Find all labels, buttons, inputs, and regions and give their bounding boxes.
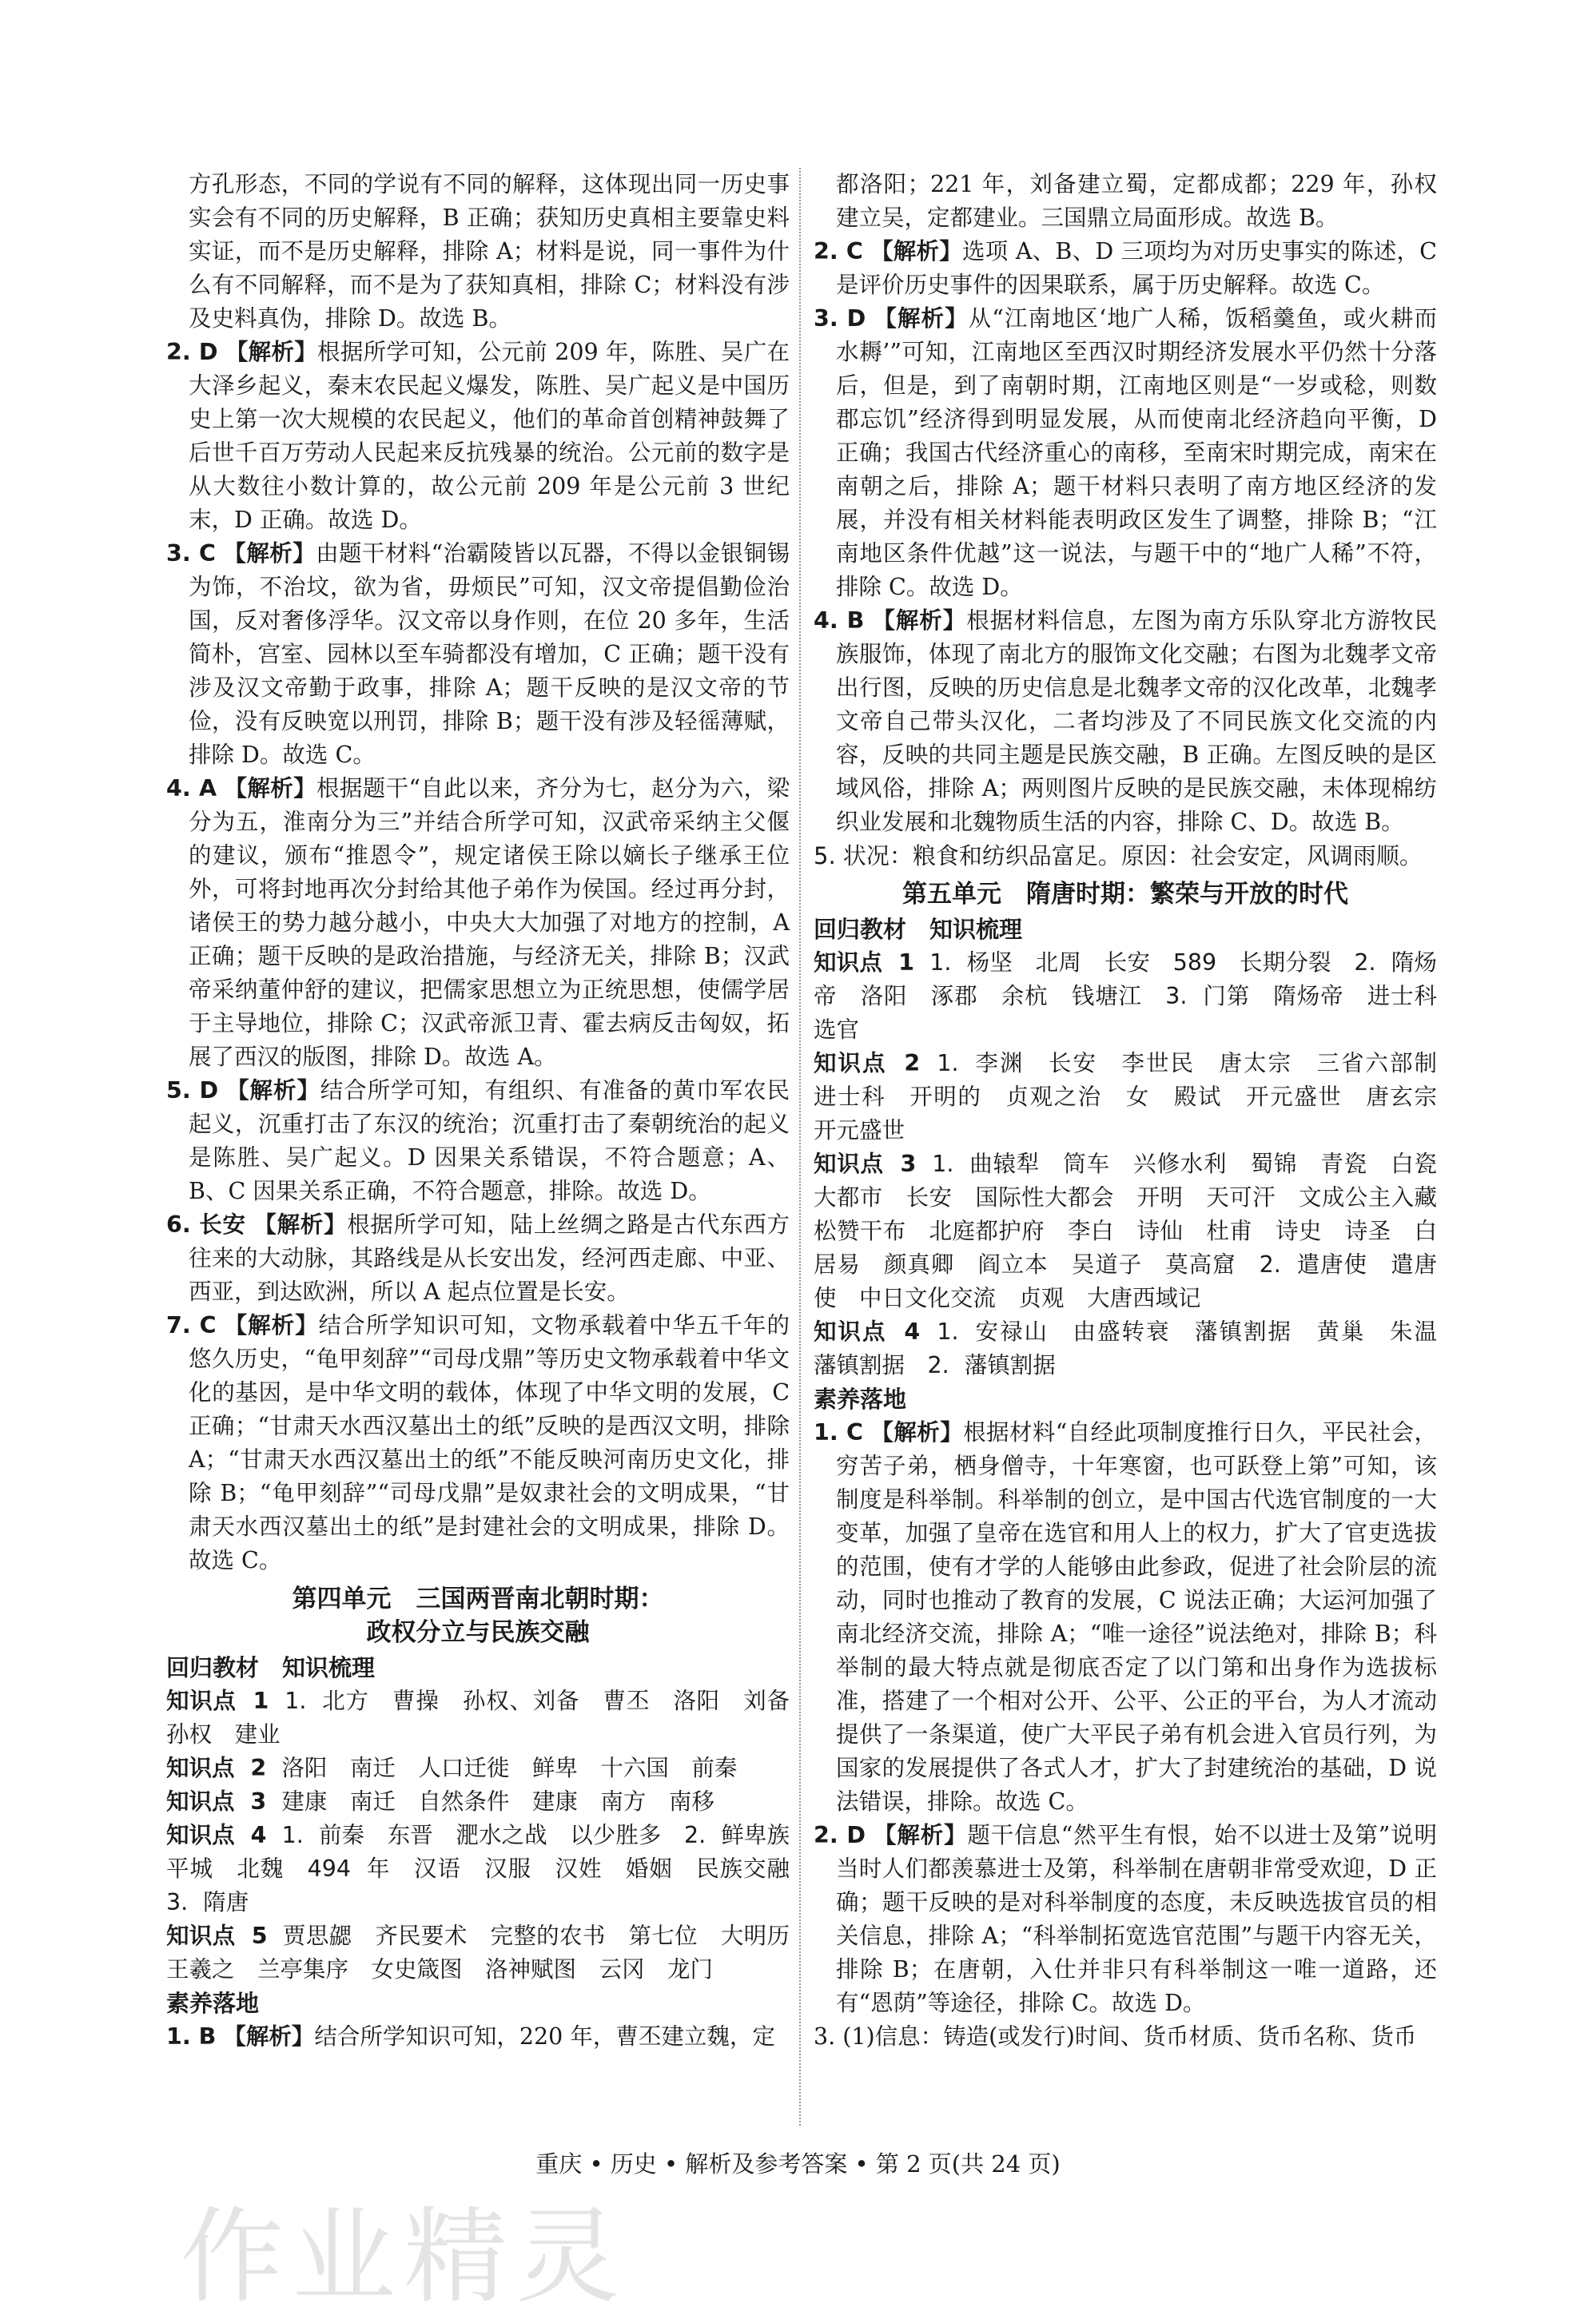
answer-number: 1. C [814, 1419, 863, 1446]
analysis-tag: 【解析】 [870, 238, 963, 265]
answer-item-3 [166, 537, 790, 772]
review-heading: 回归教材 知识梳理 [814, 916, 1023, 943]
answer-number: 4. B [814, 607, 865, 634]
literacy-item-3: 3. (1)信息：铸造(或发行)时间、货币材质、货币名称、货币 [814, 2023, 1417, 2050]
knowledge-point-label: 知识点 3 [166, 1788, 267, 1815]
answer-item-6 [166, 1208, 790, 1309]
knowledge-point-5 [166, 1919, 813, 1987]
answer-text: 根据所学可知，公元前 209 年，陈胜、吴广在大泽乡起义，秦末农民起义爆发，陈胜、吴广起义是中国历史上第一次大规模的农民起义，他们的革命首创精神鼓舞了后世千百万劳动人民起来反抗残暴的统治。公元前的数字是从大数往小数计算的，故公元前 209 年是公元前 3 世纪末，D 正确。故选 D。 [189, 339, 790, 533]
answer-number: 2. C [814, 238, 863, 265]
answer-text: 根据材料信息，左图为南方乐队穿北方游牧民族服饰，体现了南北方的服饰文化交融；右图为北魏孝文帝出行图，反映的历史信息是北魏孝文帝的汉化改革，北魏孝文帝自己带头汉化，二者均涉及了不同民族文化交流的内容，反映的共同主题是民族交融，B 正确。左图反映的是区域风俗，排除 A；两则图片反映的是民族交融，未体现棉纺织业发展和北魏物质生活的内容，排除 C、D。故选 B。 [836, 607, 1437, 835]
review-heading: 回归教材 知识梳理 [166, 1654, 376, 1681]
knowledge-point-label: 知识点 1 [814, 949, 914, 976]
answer-item-7 [166, 1309, 790, 1577]
analysis-tag: 【解析】 [874, 305, 969, 332]
literacy-item-1 [166, 2020, 790, 2054]
analysis-tag: 【解析】 [874, 1822, 968, 1848]
analysis-tag: 【解析】 [224, 775, 316, 802]
knowledge-point-2 [814, 1047, 1460, 1148]
right-column [814, 168, 1460, 2054]
unit-4-subtitle [166, 1616, 790, 1649]
knowledge-point-label: 知识点 1 [166, 1688, 269, 1714]
analysis-tag: 【解析】 [226, 1077, 320, 1104]
knowledge-point-3 [166, 1785, 790, 1819]
answer-number: 2. D [166, 339, 218, 365]
answer-text: 选项 A、B、D 三项均为对历史事实的陈述，C 是评价历史事件的因果联系，属于历史解释。故选 C。 [836, 238, 1437, 298]
answer-text: 根据材料“自经此项制度推行日久，平民社会，穷苦子弟，栖身僧寺，十年寒窗，也可跃登上第”可知，该制度是科举制。科举制的创立，是中国古代选官制度的一大变革，加强了皇帝在选官和用人上的权力，扩大了官吏选拔的范围，使有才学的人能够由此参政，促进了社会阶层的流动，同时也推动了教育的发展，C 说法正确；大运河加强了南北经济交流，排除 A；“唯一途径”说法绝对，排除 B；科举制的最大特点就是彻底否定了以门第和出身作为选拔标准，搭建了一个相对公开、公平、公正的平台，为人才流动提供了一条渠道，使广大平民子弟有机会进入官员行列，为国家的发展提供了各式人才，扩大了封建统治的基础，D 说法错误，排除。故选 C。 [836, 1419, 1437, 1815]
answer-item-5 [166, 1074, 790, 1208]
knowledge-point-4 [166, 1819, 813, 1919]
unit-4-title-line-2: 政权分立与民族交融 [366, 1618, 590, 1647]
unit-5-title: 第五单元 隋唐时期：繁荣与开放的时代 [902, 880, 1348, 909]
knowledge-point-text: 1. 北方 曹操 孙权、刘备 曹丕 洛阳 刘备 孙权 建业 [166, 1688, 813, 1748]
answer-item-4 [814, 604, 1437, 839]
paragraph: 都洛阳；221 年，刘备建立蜀，定都成都；229 年，孙权建立吴，定都建业。三国鼎立局面形成。故选 B。 [836, 171, 1437, 231]
knowledge-point-1 [166, 1685, 813, 1752]
answer-text: 从“江南地区‘地广人稀，饭稻羹鱼，或火耕而水耨’”可知，江南地区至西汉时期经济发展水平仍然十分落后，但是，到了南朝时期，江南地区则是“一岁或稔，则数郡忘饥”经济得到明显发展，从而使南北经济趋向平衡，D 正确；我国古代经济重心的南移，至南宋时期完成，南宋在南朝之后，排除 A；题干材料只表明了南方地区经济的发展，并没有相关材料能表明政区发生了调整，排除 B；“江南地区条件优越”这一说法，与题干中的“地广人稀”不符，排除 C。故选 D。 [836, 305, 1437, 600]
answer-text: 根据题干“自此以来，齐分为七，赵分为六，梁分为五，淮南分为三”并结合所学可知，汉武帝采纳主父偃的建议，颁布“推恩令”，规定诸侯王除以嫡长子继承王位外，可将封地再次分封给其他子弟作为侯国。经过再分封，诸侯王的势力越分越小，中央大大加强了对地方的控制，A 正确；题干反映的是政治措施，与经济无关，排除 B；汉武帝采纳董仲舒的建议，把儒家思想立为正统思想，使儒学居于主导地位，排除 C；汉武帝派卫青、霍去病反击匈奴，拓展了西汉的版图，排除 D。故选 A。 [189, 775, 790, 1070]
answer-text: 结合所学知识可知，220 年，曹丕建立魏，定 [314, 2023, 775, 2050]
analysis-tag: 【解析】 [223, 2023, 315, 2050]
answer-number: 3. D [814, 305, 866, 332]
knowledge-point-text: 1. 曲辕犁 筒车 兴修水利 蜀锦 青瓷 白瓷 大都市 长安 国际性大都会 开明 天可汗 文成公主入藏 松赞干布 北庭都护府 李白 诗仙 杜甫 诗史 诗圣 白居易 颜真卿 阎立本 吴道子 莫高窟 2. 遣唐使 遣唐使 中日文化交流 贞观 大唐西域记 [814, 1151, 1460, 1311]
knowledge-point-text: 1. 安禄山 由盛转衰 藩镇割据 黄巢 朱温 藩镇割据 2. 藩镇割据 [814, 1319, 1460, 1378]
knowledge-point-label: 知识点 2 [814, 1050, 921, 1076]
knowledge-point-3 [814, 1148, 1460, 1315]
knowledge-point-label: 知识点 2 [166, 1755, 267, 1781]
analysis-tag: 【解析】 [223, 540, 316, 567]
knowledge-point-4 [814, 1315, 1460, 1382]
paragraph: 方孔形态，不同的学说有不同的解释，这体现出同一历史事实会有不同的历史解释，B 正确；获知历史真相主要靠史料实证，而不是历史解释，排除 A；材料是说，同一事件为什么有不同解释，而不是为了获知真相，排除 C；材料没有涉及史料真伪，排除 D。故选 B。 [189, 171, 790, 332]
analysis-tag: 【解析】 [872, 607, 967, 634]
answer-number: 6. 长安 [166, 1211, 246, 1238]
answer-text: 由题干材料“治霸陵皆以瓦器，不得以金银铜锡为饰，不治坟，欲为省，毋烦民”可知，汉文帝提倡勤俭治国，反对奢侈浮华。汉文帝以身作则，在位 20 多年，生活简朴，宫室、园林以至车骑都没有增加，C 正确；题干没有涉及汉文帝勤于政事，排除 A；题干反映的是汉文帝的节俭，没有反映宽以刑罚，排除 B；题干没有涉及轻徭薄赋，排除 D。故选 C。 [189, 540, 790, 768]
knowledge-point-2 [166, 1752, 790, 1785]
unit-4-title [166, 1582, 790, 1616]
watermark: 作业精灵 [180, 2196, 628, 2317]
analysis-tag: 【解析】 [224, 1312, 319, 1339]
unit-4-title-line-1: 第四单元 三国两晋南北朝时期： [292, 1585, 664, 1613]
knowledge-point-text: 建康 南迁 自然条件 建康 南方 南移 [281, 1788, 714, 1815]
knowledge-point-text: 1. 杨坚 北周 长安 589 长期分裂 2. 隋炀帝 洛阳 涿郡 余杭 钱塘江 3. 门第 隋炀帝 进士科 选官 [814, 949, 1460, 1043]
answer-text: 题干信息“然平生有恨，始不以进士及第”说明当时人们都羡慕进士及第，科举制在唐朝非常受欢迎，D 正确；题干反映的是对科举制度的态度，未反映选拔官员的相关信息，排除 A；“科举制拓宽选官范围”与题干内容无关，排除 B；在唐朝，入仕并非只有科举制这一唯一道路，还有“恩荫”等途径，排除 C。故选 D。 [836, 1822, 1437, 2016]
answer-number: 5. D [166, 1077, 219, 1104]
knowledge-point-text: 洛阳 南迁 人口迁徙 鲜卑 十六国 前秦 [281, 1755, 738, 1781]
answer-item-4 [166, 772, 790, 1074]
knowledge-point-label: 知识点 5 [166, 1923, 268, 1949]
answer-text: 根据所学可知，陆上丝绸之路是古代东西方往来的大动脉，其路线是从长安出发，经河西走廊、中亚、西亚，到达欧洲，所以 A 起点位置是长安。 [189, 1211, 790, 1305]
answer-item-2 [814, 235, 1437, 302]
answer-item-3 [814, 302, 1437, 604]
knowledge-point-label: 知识点 4 [166, 1822, 267, 1848]
knowledge-point-1 [814, 946, 1460, 1047]
answer-item-5: 5. 状况：粮食和纺织品富足。原因：社会安定，风调雨顺。 [814, 842, 1423, 869]
answer-number: 2. D [814, 1822, 866, 1848]
answer-text: 结合所学知识可知，文物承载着中华五千年的悠久历史，“龟甲刻辞”“司母戊鼎”等历史文物承载着中华文化的基因，是中华文明的载体，体现了中华文明的发展，C 正确；“甘肃天水西汉墓出土的纸”反映的是西汉文明，排除 A；“甘肃天水西汉墓出土的纸”不能反映河南历史文化，排除 B；“龟甲刻辞”“司母戊鼎”是奴隶社会的文明成果，“甘肃天水西汉墓出土的纸”是封建社会的文明成果，排除 D。故选 C。 [189, 1312, 790, 1573]
answer-text: 结合所学可知，有组织、有准备的黄巾军农民起义，沉重打击了东汉的统治；沉重打击了秦朝统治的起义是陈胜、吴广起义。D 因果关系错误，不符合题意；A、B、C 因果关系正确，不符合题意，排除。故选 D。 [189, 1077, 790, 1204]
analysis-tag: 【解析】 [253, 1211, 348, 1238]
analysis-tag: 【解析】 [870, 1419, 964, 1446]
literacy-item-2 [814, 1819, 1437, 2020]
answer-number: 3. C [166, 540, 216, 567]
answer-number: 4. A [166, 775, 217, 802]
literacy-heading: 素养落地 [814, 1386, 907, 1413]
answer-item-2 [166, 336, 790, 537]
answer-number: 7. C [166, 1312, 217, 1339]
knowledge-point-text: 1. 前秦 东晋 淝水之战 以少胜多 2. 鲜卑族 平城 北魏 494 年 汉语 汉服 汉姓 婚姻 民族交融 3. 隋唐 [166, 1822, 813, 1915]
knowledge-point-label: 知识点 4 [814, 1319, 921, 1345]
page-footer: 重庆 • 历史 • 解析及参考答案 • 第 2 页(共 24 页) [535, 2150, 1061, 2178]
knowledge-point-label: 知识点 3 [814, 1151, 917, 1177]
literacy-heading: 素养落地 [166, 1990, 260, 2017]
literacy-item-1 [814, 1416, 1437, 1819]
answer-number: 1. B [166, 2023, 217, 2050]
left-column [166, 168, 813, 2054]
analysis-tag: 【解析】 [225, 339, 318, 365]
knowledge-point-text: 贾思勰 齐民要术 完整的农书 第七位 大明历 王羲之 兰亭集序 女史箴图 洛神赋图 云冈 龙门 [166, 1923, 813, 1983]
knowledge-point-text: 1. 李渊 长安 李世民 唐太宗 三省六部制 进士科 开明的 贞观之治 女 殿试 开元盛世 唐玄宗 开元盛世 [814, 1050, 1460, 1144]
